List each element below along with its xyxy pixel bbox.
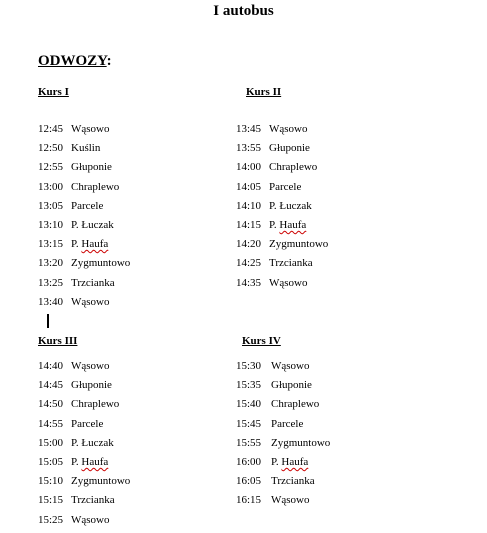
- departure-time: 12:50: [38, 142, 64, 155]
- timetable-row: [38, 454, 109, 470]
- stop-name: P. Haufa: [71, 238, 109, 251]
- timetable-row: [38, 179, 120, 195]
- stop-name: Zygmuntowo: [71, 475, 131, 488]
- timetable-row: [38, 435, 114, 451]
- timetable-row: [236, 416, 304, 432]
- stop-name: P. Łuczak: [71, 436, 114, 449]
- section-heading-text: ODWOZY: [38, 53, 107, 69]
- departure-time: 14:35: [236, 276, 262, 289]
- timetable-row: [38, 255, 131, 271]
- course-block-4: [236, 334, 436, 507]
- stop-name: Parcele: [269, 180, 302, 193]
- timetable-row: [38, 294, 110, 310]
- departure-time: 14:05: [236, 180, 262, 193]
- text-cursor: [47, 314, 49, 328]
- stop-name: Parcele: [71, 199, 104, 212]
- timetable-row: [38, 416, 104, 432]
- stop-name: Wąsowo: [269, 276, 308, 289]
- departure-time: 13:05: [38, 199, 64, 212]
- departure-time: 13:20: [38, 257, 64, 270]
- timetable-row: [236, 140, 310, 156]
- departure-time: 13:10: [38, 219, 64, 231]
- departure-time: 15:40: [236, 398, 262, 411]
- stop-name: Trzcianka: [269, 257, 313, 270]
- departure-time: 15:00: [38, 436, 64, 449]
- course-title: Kurs IV: [242, 335, 281, 347]
- timetable-row: [38, 396, 120, 412]
- course-block-1: [38, 85, 218, 308]
- departure-time: 12:55: [38, 161, 64, 174]
- timetable-row: [38, 140, 101, 156]
- timetable-row: [236, 159, 318, 175]
- course-title: Kurs II: [246, 86, 282, 98]
- departure-time: 14:10: [236, 199, 262, 212]
- timetable-row: [38, 377, 112, 393]
- stop-name: Trzcianka: [71, 494, 115, 507]
- stop-name: Głuponie: [71, 161, 112, 174]
- departure-time: 13:45: [236, 123, 262, 135]
- timetable-row: [236, 377, 312, 393]
- stop-name: Wąsowo: [71, 123, 110, 135]
- stop-name: Kuślin: [71, 142, 101, 155]
- stop-name: P. Haufa: [271, 456, 309, 468]
- timetable-row: [236, 473, 315, 489]
- stop-name: Chraplewo: [271, 398, 320, 411]
- timetable-row: [236, 396, 320, 412]
- timetable-row: [236, 454, 309, 470]
- departure-time: 14:00: [236, 161, 262, 174]
- timetable-row: [38, 236, 109, 252]
- stop-name: Trzcianka: [71, 276, 115, 289]
- timetable-row: [236, 275, 308, 291]
- departure-time: 12:45: [38, 123, 64, 135]
- departure-time: 13:55: [236, 142, 262, 155]
- timetable-row: [236, 121, 308, 137]
- timetable-row: [38, 217, 114, 233]
- timetable-row: [38, 473, 131, 489]
- stop-name: Zygmuntowo: [71, 257, 131, 270]
- stop-name: Parcele: [71, 417, 104, 430]
- stop-name: Wąsowo: [71, 513, 110, 526]
- timetable-row: [38, 121, 110, 137]
- stop-name: Wąsowo: [71, 295, 110, 308]
- stop-name: Chraplewo: [71, 180, 120, 193]
- timetable-row: [236, 198, 312, 214]
- departure-time: 14:40: [38, 360, 64, 372]
- stop-name: Wąsowo: [271, 360, 310, 372]
- stop-name: Głuponie: [269, 142, 310, 155]
- timetable-row: [236, 255, 313, 271]
- timetable-row: [38, 492, 115, 508]
- timetable-row: [236, 435, 331, 451]
- page-title: I autobus: [213, 3, 274, 19]
- departure-time: 13:00: [38, 180, 64, 193]
- stop-name: Wąsowo: [271, 494, 310, 507]
- departure-time: 15:15: [38, 494, 64, 507]
- departure-time: 15:55: [236, 436, 262, 449]
- stop-name: Wąsowo: [71, 360, 110, 372]
- departure-time: 15:45: [236, 417, 262, 430]
- departure-time: 13:40: [38, 295, 64, 308]
- course-title: Kurs I: [38, 86, 69, 98]
- stop-name: P. Haufa: [269, 219, 307, 231]
- departure-time: 15:25: [38, 513, 64, 526]
- departure-time: 13:15: [38, 238, 64, 251]
- stop-name: Zygmuntowo: [271, 436, 331, 449]
- stop-name: Głuponie: [271, 379, 312, 392]
- stop-name: Głuponie: [71, 379, 112, 392]
- timetable-row: [236, 217, 307, 233]
- stop-name: Zygmuntowo: [269, 238, 329, 251]
- section-heading: [38, 52, 112, 70]
- departure-time: 15:35: [236, 379, 262, 392]
- departure-time: 15:10: [38, 475, 64, 488]
- departure-time: 14:45: [38, 379, 64, 392]
- departure-time: 14:25: [236, 257, 262, 270]
- stop-name: Parcele: [271, 417, 304, 430]
- stop-name: P. Łuczak: [71, 219, 114, 231]
- departure-time: 14:55: [38, 417, 64, 430]
- course-block-2: [236, 85, 436, 289]
- timetable-row: [38, 159, 112, 175]
- departure-time: 16:05: [236, 475, 262, 488]
- stop-name: P. Łuczak: [269, 199, 312, 212]
- departure-time: 14:20: [236, 238, 262, 251]
- timetable-row: [38, 275, 115, 291]
- stop-name: Wąsowo: [269, 123, 308, 135]
- timetable-row: [236, 236, 329, 252]
- stop-name: Trzcianka: [271, 475, 315, 488]
- timetable-row: [38, 512, 110, 528]
- timetable-row: [236, 179, 302, 195]
- departure-time: 14:15: [236, 219, 262, 231]
- timetable-row: [236, 492, 310, 508]
- departure-time: 13:25: [38, 276, 64, 289]
- timetable-row: [38, 198, 104, 214]
- departure-time: 15:05: [38, 456, 64, 468]
- departure-time: 16:15: [236, 494, 262, 507]
- course-title: Kurs III: [38, 335, 78, 347]
- timetable-row: [38, 358, 110, 374]
- stop-name: Chraplewo: [269, 161, 318, 174]
- departure-time: 16:00: [236, 456, 262, 468]
- timetable-row: [236, 358, 310, 374]
- stop-name: Chraplewo: [71, 398, 120, 411]
- stop-name: P. Haufa: [71, 456, 109, 468]
- departure-time: 15:30: [236, 360, 262, 372]
- course-block-3: [38, 334, 218, 526]
- section-heading-suffix: :: [106, 53, 112, 69]
- departure-time: 14:50: [38, 398, 64, 411]
